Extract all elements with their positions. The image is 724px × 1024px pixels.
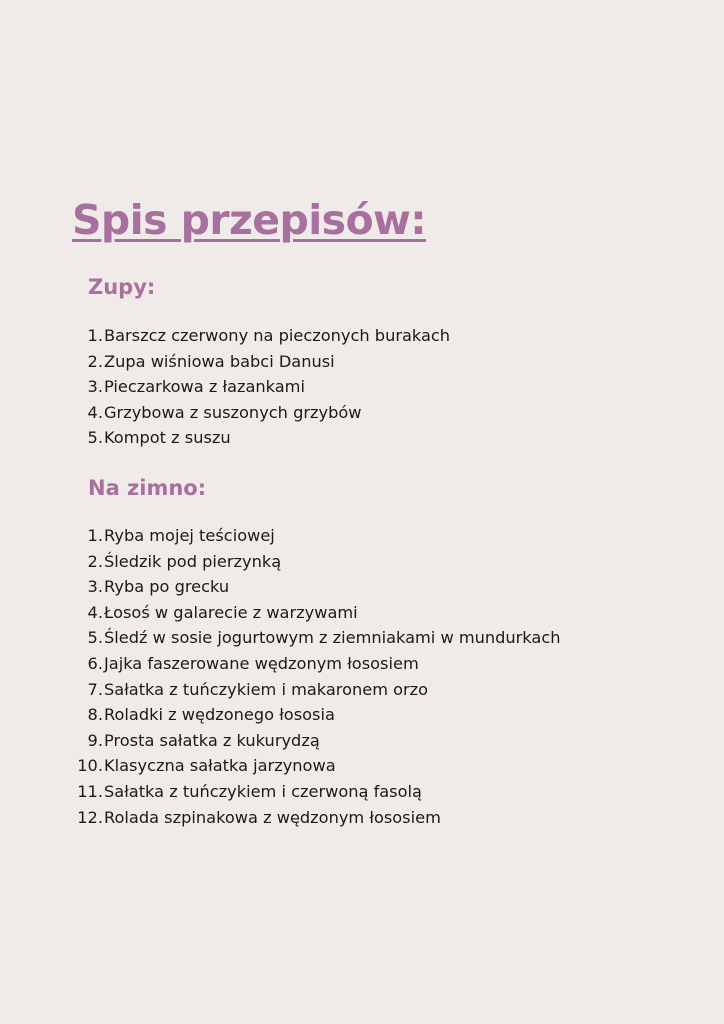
- list-item: [60, 625, 560, 651]
- list-item: [60, 523, 560, 549]
- item-number: 5.: [87, 428, 103, 448]
- item-number: 3.: [87, 377, 103, 397]
- list-item: [60, 374, 450, 400]
- list-item: [60, 702, 560, 728]
- item-name: Klasyczna sałatka jarzynowa: [104, 756, 336, 776]
- list-item: [60, 574, 560, 600]
- item-number: 12.: [77, 807, 103, 827]
- item-number: 9.: [87, 730, 103, 750]
- item-name: Rolada szpinakowa z wędzonym łososiem: [104, 807, 441, 827]
- list-item: [60, 600, 560, 626]
- item-name: Prosta sałatka z kukurydzą: [104, 730, 320, 750]
- section-heading-zupy: Zupy:: [88, 275, 156, 299]
- list-item: [60, 349, 450, 375]
- item-name: Kompot z suszu: [104, 428, 231, 448]
- item-number: 6.: [87, 653, 103, 673]
- list-item: [60, 549, 560, 575]
- item-name: Sałatka z tuńczykiem i makaronem orzo: [104, 679, 429, 699]
- item-number: 7.: [87, 679, 103, 699]
- list-item: [60, 400, 450, 426]
- recipe-list-zupy: [60, 323, 450, 451]
- list-item: [60, 425, 450, 451]
- item-name: Śledź w sosie jogurtowym z ziemniakami w mundurkach: [104, 628, 561, 648]
- section-heading-na-zimno: Na zimno:: [88, 476, 207, 500]
- item-number: 1.: [87, 526, 103, 545]
- recipe-list-na-zimno: [60, 523, 560, 830]
- item-name: Grzybowa z suszonych grzybów: [104, 402, 362, 422]
- item-number: 4.: [87, 602, 103, 622]
- list-item: [60, 753, 560, 779]
- item-number: 11.: [77, 781, 103, 801]
- list-item: [60, 779, 560, 805]
- item-name: Ryba mojej teściowej: [104, 526, 275, 545]
- item-name: Zupa wiśniowa babci Danusi: [104, 351, 335, 371]
- item-name: Sałatka z tuńczykiem i czerwoną fasolą: [104, 781, 422, 801]
- list-item: [60, 323, 450, 349]
- item-number: 4.: [87, 402, 103, 422]
- list-item: [60, 805, 560, 831]
- item-name: Barszcz czerwony na pieczonych burakach: [104, 326, 451, 345]
- item-name: Roladki z wędzonego łososia: [104, 705, 335, 725]
- item-number: 10.: [77, 756, 103, 776]
- list-item: [60, 728, 560, 754]
- item-number: 2.: [87, 351, 103, 371]
- item-number: 5.: [87, 628, 103, 648]
- item-number: 8.: [87, 705, 103, 725]
- item-number: 2.: [87, 551, 103, 571]
- item-name: Jajka faszerowane wędzonym łososiem: [104, 653, 419, 673]
- list-item: [60, 677, 560, 703]
- item-name: Śledzik pod pierzynką: [104, 551, 282, 571]
- item-name: Łosoś w galarecie z warzywami: [104, 602, 358, 622]
- list-item: [60, 651, 560, 677]
- page-title: Spis przepisów:: [72, 196, 427, 244]
- item-name: Ryba po grecku: [104, 577, 230, 597]
- item-number: 1.: [87, 326, 103, 345]
- item-number: 3.: [87, 577, 103, 597]
- item-name: Pieczarkowa z łazankami: [104, 377, 305, 397]
